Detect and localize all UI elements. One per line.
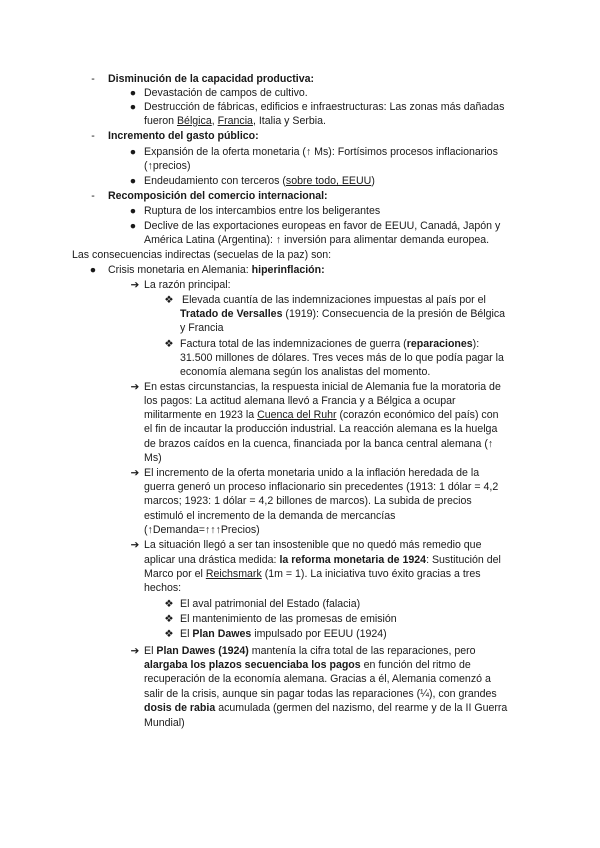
razon-item-text-continued: 31.500 millones de dólares. Tres veces más de lo que podía pagar la bbox=[180, 352, 504, 364]
arrow-marker: ➔ bbox=[130, 381, 140, 393]
razon-item-text-continued: economía alemana según los analistas del momento. bbox=[180, 366, 431, 378]
paragraph-line: de brazos caídos en la cuenca, financiada por la banca central alemana (↑ bbox=[144, 438, 494, 450]
text-segment: impulsado por EEUU (1924) bbox=[251, 628, 387, 640]
dash-marker: - bbox=[91, 73, 95, 85]
text-segment: (1919): Consecuencia de la presión de Bélgica bbox=[282, 308, 506, 320]
diamond-marker: ❖ bbox=[164, 294, 174, 306]
francia-link[interactable]: Francia bbox=[217, 115, 253, 127]
alargaba-bold: alargaba los plazos secuenciaba los pagos bbox=[144, 659, 361, 671]
text-segment: fueron bbox=[144, 115, 177, 127]
bullet-text: Destrucción de fábricas, edificios e infraestructuras: Las zonas más dañadas bbox=[144, 101, 505, 113]
hiperinflacion-bold: hiperinflación: bbox=[251, 264, 325, 276]
diamond-marker: ❖ bbox=[164, 598, 174, 610]
paragraph-line bbox=[144, 408, 499, 422]
text-segment: : Sustitución del bbox=[426, 554, 501, 566]
text-segment: El bbox=[144, 645, 157, 657]
bullet-dot: ● bbox=[129, 220, 137, 232]
bullet-dot: ● bbox=[129, 146, 137, 158]
arrow-marker: ➔ bbox=[130, 467, 140, 479]
razon-item-text-continued bbox=[180, 307, 505, 321]
paragraph-line bbox=[144, 553, 501, 567]
bullet-text-continued bbox=[144, 114, 326, 128]
cuenca-ruhr-link[interactable]: Cuenca del Ruhr bbox=[257, 409, 337, 421]
razon-item-text bbox=[180, 337, 479, 351]
arrow-marker: ➔ bbox=[130, 279, 140, 291]
text-segment: (1m = 1). La iniciativa tuvo éxito gracias a tres bbox=[261, 568, 481, 580]
bullet-dot: ● bbox=[129, 175, 137, 187]
crisis-heading bbox=[108, 263, 325, 277]
paragraph-line bbox=[144, 701, 507, 715]
belgica-link[interactable]: Bélgica bbox=[176, 115, 212, 127]
bullet-dot: ● bbox=[89, 264, 97, 276]
bullet-text bbox=[144, 174, 375, 188]
paragraph-line: recuperación de la economía alemana. Gracias a él, Alemania comenzó a bbox=[144, 673, 491, 685]
text-segment: (corazón económico del país) con bbox=[336, 409, 499, 421]
bullet-text: Expansión de la oferta monetaria (↑ Ms): Fortísimos procesos inflacionarios bbox=[144, 146, 498, 158]
paragraph-line: (↑Demanda=↑↑↑Precios) bbox=[144, 524, 260, 536]
paragraph-line bbox=[144, 644, 476, 658]
text-segment: ) bbox=[371, 175, 375, 187]
text-segment: , Italia y Serbia. bbox=[252, 115, 326, 127]
text-segment: Endeudamiento con terceros ( bbox=[144, 175, 286, 187]
arrow-marker: ➔ bbox=[130, 539, 140, 551]
hecho-item bbox=[180, 627, 387, 641]
reparaciones-bold: reparaciones bbox=[406, 338, 473, 350]
text-segment: Marco por el bbox=[144, 568, 206, 580]
text-segment: acumulada (germen del nazismo, del rearme y de la II Guerra bbox=[215, 702, 508, 714]
razon-label: La razón principal: bbox=[144, 279, 231, 291]
arrow-marker: ➔ bbox=[130, 645, 140, 657]
bullet-text: Devastación de campos de cultivo. bbox=[144, 87, 308, 99]
text-segment: en función del ritmo de bbox=[360, 659, 471, 671]
paragraph-line: los pagos: La actitud alemana llevó a Francia y a Bélgica a ocupar bbox=[144, 395, 456, 407]
heading-text: Incremento del gasto público: bbox=[108, 130, 259, 142]
reforma-bold: la reforma monetaria de 1924 bbox=[279, 554, 427, 566]
paragraph-line: marcos; 1923: 1 dólar = 4,2 billones de marcos). La subida de precios bbox=[144, 495, 472, 507]
diamond-marker: ❖ bbox=[164, 338, 174, 350]
paragraph-line: El incremento de la oferta monetaria unido a la inflación heredada de la bbox=[144, 467, 480, 479]
bullet-dot: ● bbox=[129, 205, 137, 217]
text-segment: Crisis monetaria en Alemania: bbox=[108, 264, 252, 276]
heading-text: Recomposición del comercio internacional: bbox=[108, 190, 328, 202]
bullet-text-continued: América Latina (Argentina): ↑ inversión para alimentar demanda europea. bbox=[144, 234, 490, 246]
paragraph-line: estimuló el incremento de la demanda de mercancías bbox=[144, 510, 396, 522]
hecho-item: El aval patrimonial del Estado (falacia) bbox=[180, 598, 361, 610]
bullet-dot: ● bbox=[129, 87, 137, 99]
text-segment: El bbox=[180, 628, 193, 640]
text-segment: , bbox=[211, 115, 218, 127]
paragraph-line: el fin de incautar la producción industrial. La reacción alemana es la huelga bbox=[144, 423, 498, 435]
eeuu-link[interactable]: sobre todo, EEUU bbox=[285, 175, 372, 187]
razon-item-text: Elevada cuantía de las indemnizaciones impuestas al país por el bbox=[182, 294, 486, 306]
bullet-text-continued: (↑precios) bbox=[144, 160, 191, 172]
paragraph-line: En estas circunstancias, la respuesta inicial de Alemania fue la moratoria de bbox=[144, 381, 501, 393]
dash-marker: - bbox=[91, 130, 95, 142]
diamond-marker: ❖ bbox=[164, 613, 174, 625]
diamond-marker: ❖ bbox=[164, 628, 174, 640]
hecho-item: El mantenimiento de las promesas de emisión bbox=[180, 613, 397, 625]
intro-line: Las consecuencias indirectas (secuelas de la paz) son: bbox=[72, 249, 332, 261]
text-segment: mantenía la cifra total de las reparaciones, pero bbox=[248, 645, 476, 657]
paragraph-line bbox=[144, 658, 471, 672]
bullet-text: Ruptura de los intercambios entre los beligerantes bbox=[144, 205, 381, 217]
section-heading-comercio bbox=[108, 189, 328, 203]
bullet-text: Declive de las exportaciones europeas en favor de EEUU, Canadá, Japón y bbox=[144, 220, 501, 232]
bullet-dot: ● bbox=[129, 101, 137, 113]
reichsmark-link[interactable]: Reichsmark bbox=[205, 568, 262, 580]
text-segment: Factura total de las indemnizaciones de guerra ( bbox=[180, 338, 407, 350]
tratado-bold: Tratado de Versalles bbox=[180, 308, 283, 320]
section-heading-capacidad bbox=[108, 72, 314, 86]
razon-item-text-continued: y Francia bbox=[180, 322, 224, 334]
dosis-rabia-bold: dosis de rabia bbox=[144, 702, 216, 714]
plan-dawes-bold: Plan Dawes bbox=[192, 628, 252, 640]
text-segment: aplicar una drástica medida: bbox=[144, 554, 280, 566]
paragraph-line bbox=[144, 567, 481, 581]
text-segment: ): bbox=[472, 338, 480, 350]
paragraph-line: hechos: bbox=[144, 582, 182, 594]
plan-dawes-1924-bold: Plan Dawes (1924) bbox=[156, 645, 249, 657]
text-segment: militarmente en 1923 la bbox=[144, 409, 258, 421]
paragraph-line: salir de la crisis, aunque sin pagar todas las reparaciones (¼), con grandes bbox=[144, 688, 497, 700]
paragraph-line: guerra generó un proceso inflacionario sin precedentes (1913: 1 dólar = 4,2 bbox=[144, 481, 499, 493]
heading-text: Disminución de la capacidad productiva: bbox=[108, 73, 315, 85]
section-heading-gasto bbox=[108, 129, 259, 143]
paragraph-line: Ms) bbox=[144, 452, 162, 464]
paragraph-line: Mundial) bbox=[144, 717, 185, 729]
paragraph-line: La situación llegó a ser tan insostenible que no quedó más remedio que bbox=[144, 539, 482, 551]
dash-marker: - bbox=[91, 190, 95, 202]
